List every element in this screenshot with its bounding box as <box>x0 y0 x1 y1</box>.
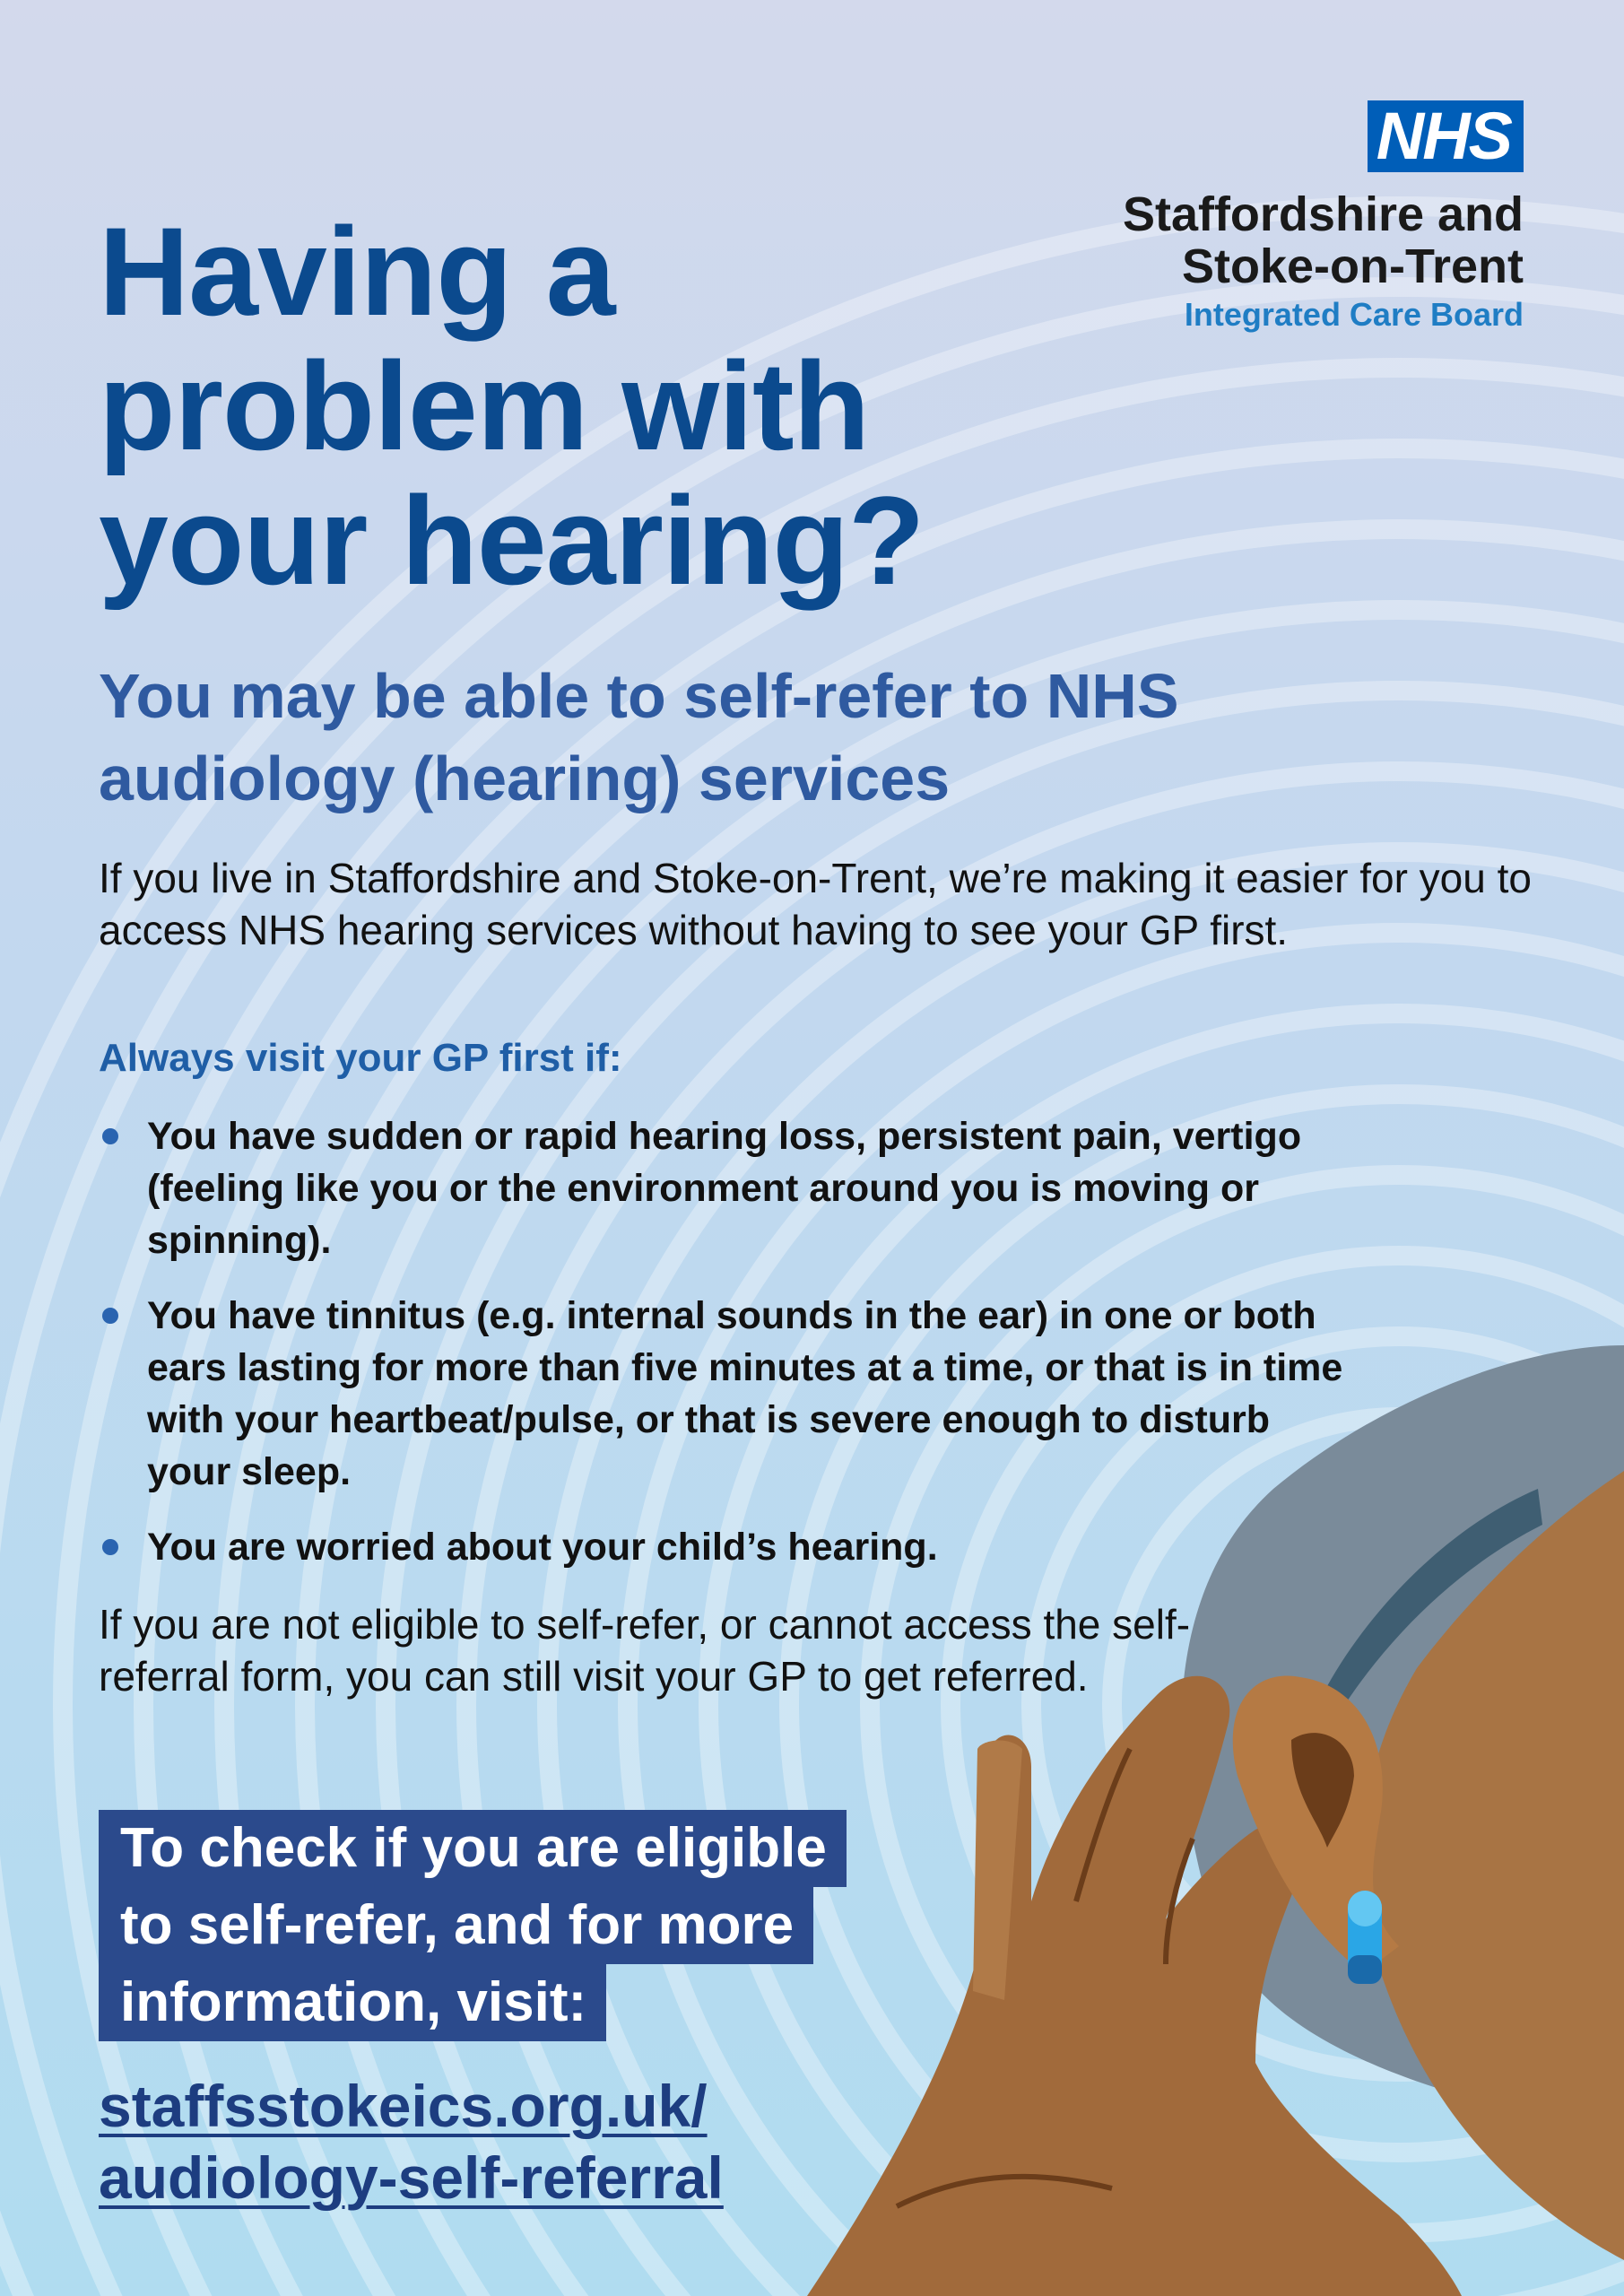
nhs-logo <box>1021 100 1524 335</box>
intro-paragraph: If you live in Staffordshire and Stoke-on-Trent, we’re making it easier for you to access NHS hearing services without having to see your GP first. <box>99 855 1532 953</box>
list-item <box>99 1290 1354 1498</box>
org-name-line1: Staffordshire and <box>1122 187 1524 241</box>
bullet-icon <box>102 1128 118 1144</box>
subtitle <box>99 655 1390 820</box>
nhs-badge: NHS <box>1368 100 1524 172</box>
cta-line3: information, visit: <box>99 1964 606 2041</box>
bullet-icon <box>102 1539 118 1555</box>
title-line1: Having a <box>99 201 615 342</box>
not-eligible-note: If you are not eligible to self-refer, or cannot access the self-referral form, you can still visit your GP to get referred. <box>99 1601 1191 1700</box>
org-name-line3: Integrated Care Board <box>1184 296 1524 333</box>
cta-line2: to self-refer, and for more <box>99 1887 813 1964</box>
title-line3: your hearing? <box>99 470 925 611</box>
bullet-icon <box>102 1308 118 1324</box>
list-item-text: You have tinnitus (e.g. internal sounds in the ear) in one or both ears lasting for more than five minutes at a time, or that is in time with your heartbeat/pulse, or that is severe enough to disturb your sleep. <box>147 1294 1343 1493</box>
gp-criteria-list <box>99 1110 1354 1596</box>
list-item <box>99 1521 1354 1573</box>
gp-first-heading: Always visit your GP first if: <box>99 1036 622 1080</box>
list-item-text: You have sudden or rapid hearing loss, persistent pain, vertigo (feeling like you or the environment around you is moving or spinning). <box>147 1115 1302 1262</box>
subtitle-line2: audiology (hearing) services <box>99 744 951 813</box>
link-line1: staffsstokeics.org.uk/ <box>99 2073 708 2139</box>
subtitle-line1: You may be able to self-refer to NHS <box>99 661 1179 731</box>
cta-line1: To check if you are eligible <box>99 1810 847 1887</box>
link-line2: audiology-self-referral <box>99 2144 724 2211</box>
call-to-action-box <box>99 1810 870 2041</box>
list-item <box>99 1110 1354 1266</box>
page-title <box>99 201 995 611</box>
list-item-text: You are worried about your child’s hearing. <box>147 1526 938 1569</box>
self-referral-link[interactable] <box>99 2070 1175 2213</box>
title-line2: problem with <box>99 335 870 476</box>
org-name-line2: Stoke-on-Trent <box>1181 239 1524 293</box>
